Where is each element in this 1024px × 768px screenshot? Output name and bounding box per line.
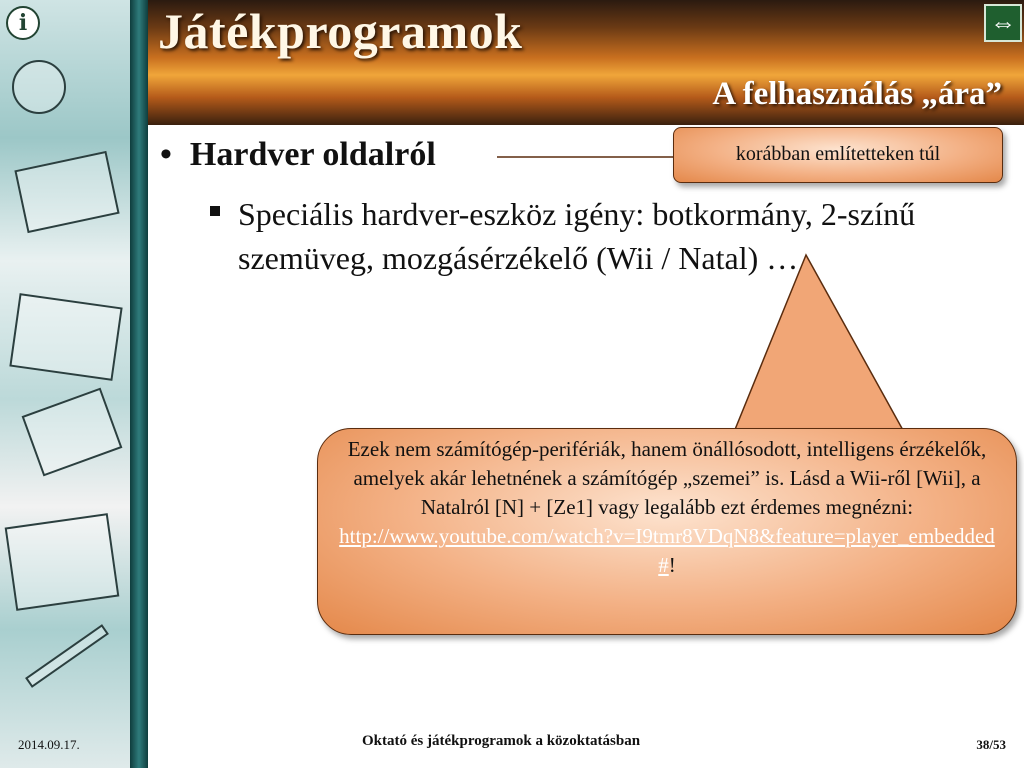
footer-title: Oktató és játékprogramok a közoktatásban bbox=[362, 733, 641, 749]
info-logo-icon: i bbox=[6, 6, 40, 40]
footer-date: 2014.09.17. bbox=[18, 737, 80, 752]
bullet-2-text: Speciális hardver-eszköz igény: botkormány, 2-színű szemüveg, mozgásérzékelő (Wii / Natal) … bbox=[238, 196, 916, 276]
callout-big-suffix: ! bbox=[668, 553, 676, 577]
slide-title: Játékprogramok bbox=[158, 3, 523, 59]
square-bullet-icon bbox=[210, 206, 220, 216]
callout-small-text: korábban említetteken túl bbox=[735, 143, 941, 165]
callout-big-text: Ezek nem számítógép-perifériák, hanem önállósodott, intelligens érzékelők, amelyek akár lehetnének a számítógép „szemei” is. Lásd a Wii-ről [Wii], a Natalról [N] + [Ze1] vagy legalább ezt érdemes megnézni: bbox=[347, 437, 987, 519]
bullet-1-text: Hardver oldalról bbox=[189, 136, 436, 173]
double-arrow-icon: ⇔ bbox=[990, 8, 1016, 37]
slide-subtitle: A felhasználás „ára” bbox=[712, 76, 1002, 112]
sub-bullet-special-hardware bbox=[210, 192, 980, 280]
callout-big bbox=[317, 428, 1017, 635]
bullet-dot-icon: • bbox=[160, 136, 172, 173]
bullet-hardware-side bbox=[160, 136, 436, 174]
big-callout-pointer bbox=[734, 255, 904, 432]
youtube-link[interactable]: http://www.youtube.com/watch?v=I9tmr8VDqN8&feature=player_embedded# bbox=[339, 524, 995, 577]
page-number: 38/53 bbox=[976, 737, 1006, 752]
callout-small bbox=[673, 127, 1003, 183]
